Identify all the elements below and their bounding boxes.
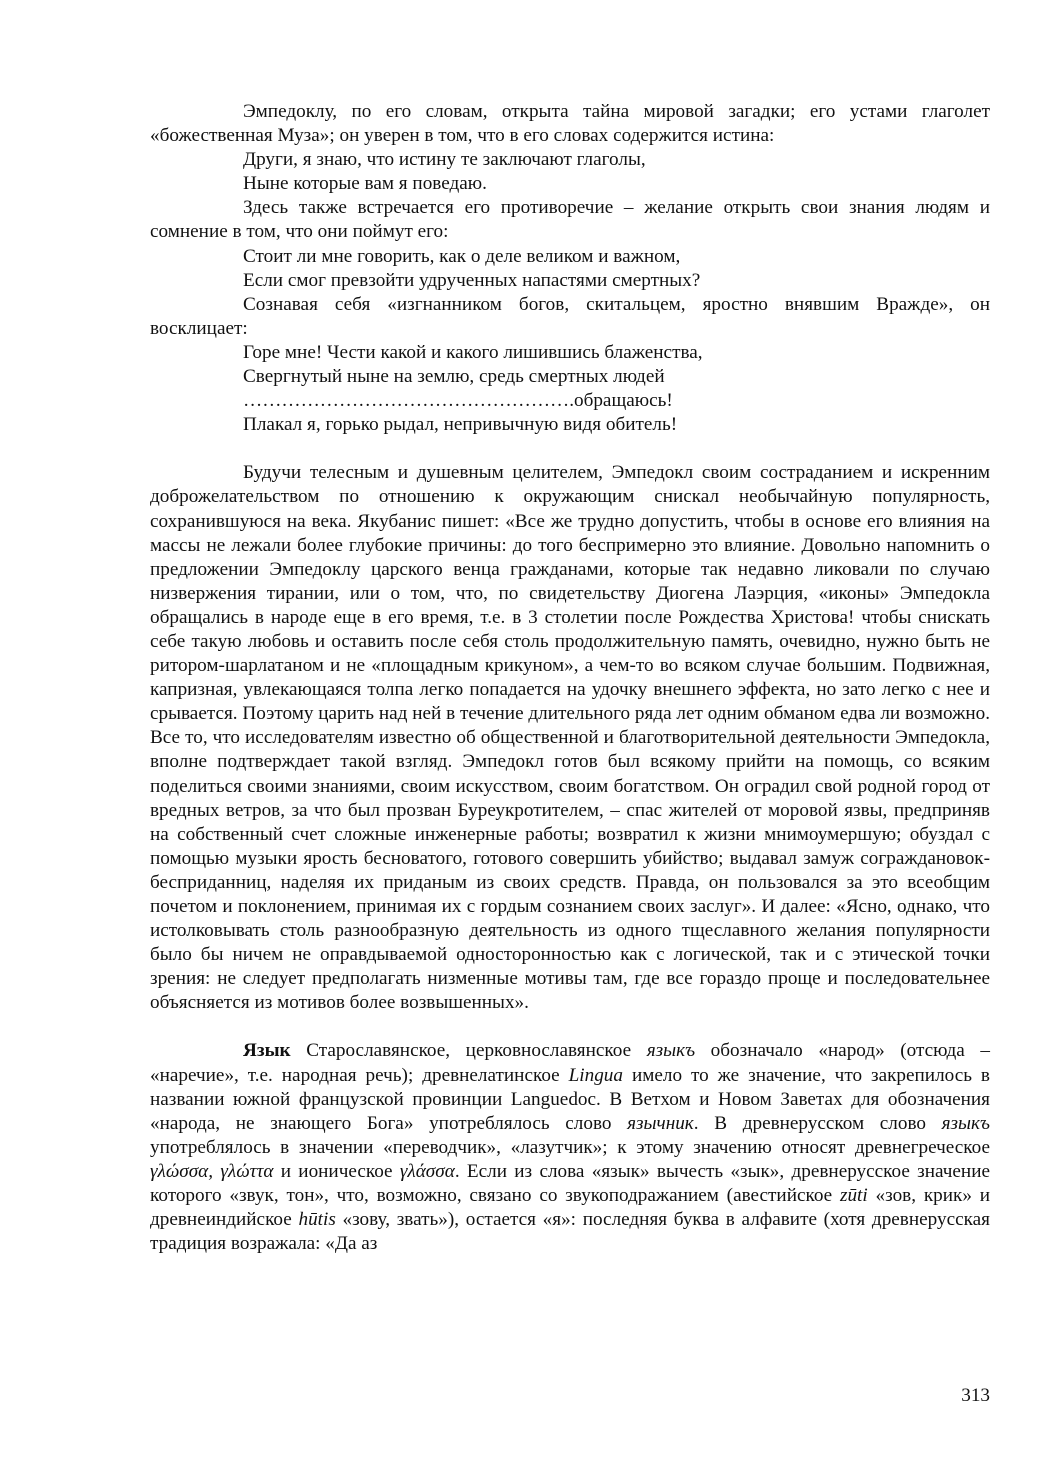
verse-line: Ныне которые вам я поведаю. bbox=[243, 173, 487, 195]
entry-italic: γλώσσα, γλώττα bbox=[150, 1160, 274, 1182]
verse-line: Если смог превзойти удрученных напастями смертных? bbox=[243, 269, 701, 291]
entry-text: «зов, крик» и древнеиндийское bbox=[150, 1185, 990, 1231]
entry-text: . В древнерусском слово bbox=[693, 1112, 942, 1134]
quote-block bbox=[150, 100, 990, 437]
entry-text: Старославянское, церковнославянское bbox=[290, 1040, 647, 1062]
entry-text: «зову, звать»), остается «я»: последняя буква в алфавите (хотя древнерусская традиция возражала: «Да аз bbox=[150, 1209, 990, 1255]
verse-line: Горе мне! Чести какой и какого лишившись блаженства, bbox=[243, 341, 703, 363]
entry-text: обозначало «народ» (отсюда – «наречие», т.е. народная речь); древнелатинское bbox=[150, 1040, 990, 1086]
entry-italic: zūti bbox=[839, 1185, 868, 1207]
entry-text: . Если из слова «язык» вычесть «зык», древнерусское значение которого «звук, тон», что, возможно, связано со звукоподражанием (авестийское bbox=[150, 1160, 990, 1207]
paragraph-empedocles: Будучи телесным и душевным целителем, Эмпедокл своим состраданием и искренним доброжелательством по отношению к окружающим снискал необычайную популярность, сохранившуюся на века. Якубанис пишет: «Все же трудно допустить, чтобы в основе его влияния на массы не лежали более глубокие причины: до того беспримерно это влияние. Довольно напомнить о предложении Эмпедоклу царского венца гражданами, которые так недавно ликовали по случаю низвержения тирании, или о том, что, по свидетельству Диогена Лаэрция, «иконы» Эмпедокла обращались в народе еще в его время, т.е. в 3 столетии после Рождества Христова! чтобы снискать себе такую любовь и оставить после себя столь продолжительную память, очевидно, нужно быть не ритором-шарлатаном и не «площадным крикуном», а чем-то во всяком случае большим. Подвижная, капризная, увлекающаяся толпа легко попадается на удочку внешнего эффекта, но зато легко с нее и срывается. Поэтому царить над ней в течение длительного ряда лет одним обманом едва ли возможно. Все то, что исследователям известно об общественной и благотворительной деятельности Эмпедокла, вполне подтверждает такой взгляд. Эмпедокл готов был всякому прийти на помощь, со всяким поделиться своими знаниями, своим искусством, своим богатством. Он оградил свой родной город от вредных ветров, за что был прозван Буреукротителем, – спас жителей от моровой язвы, предприняв на собственный счет сложные инженерные работы; возвратил к жизни мнимоумершую; обуздал с помощью музыки ярость бесноватого, готового совершить убийство; выдавал замуж сограждановок-бесприданниц, наделяя их приданым из своих средств. Правда, он пользовался за это всеобщим почетом и поклонением, принимая их с гордым сознанием своих заслуг». И далее: «Ясно, однако, что истолковывать столь разнообразную деятельность из одного тщеславного желания популярности было бы ничем не оправдываемой односторонностью как с логической, так и с этической точки зрения: не следует предполагать низменные мотивы там, где все гораздо проще и последовательнее объясняется из мотивов более возвышенных». bbox=[150, 462, 990, 1014]
entry-italic: языкъ bbox=[646, 1040, 696, 1062]
dictionary-entry-yazyk bbox=[150, 1039, 990, 1256]
page-body bbox=[150, 100, 990, 1256]
entry-text: имело то же значение, что закрепилось в названии южной французской провинции Languedoc. В Ветхом и Новом Заветах для обозначения «народа, не знающего Бога» употреблялось слово bbox=[150, 1064, 990, 1134]
entry-italic: γλάσσα bbox=[399, 1160, 455, 1182]
verse-line: Стоит ли мне говорить, как о деле великом и важном, bbox=[243, 245, 681, 267]
paragraph-gap bbox=[150, 1015, 990, 1039]
entry-italic: язычник bbox=[627, 1112, 694, 1134]
entry-text: и ионическое bbox=[273, 1160, 400, 1182]
page-number: 313 bbox=[961, 1385, 990, 1406]
paragraph: Сознавая себя «изгнанником богов, скитальцем, яростно внявшим Вражде», он восклицает: bbox=[150, 293, 990, 339]
paragraph-gap bbox=[150, 437, 990, 461]
entry-italic: языкъ bbox=[941, 1112, 990, 1134]
entry-term: Язык bbox=[243, 1040, 291, 1062]
verse-line: Плакал я, горько рыдал, непривычную видя обитель! bbox=[243, 414, 678, 436]
verse-line: Свергнутый ныне на землю, средь смертных людей bbox=[243, 366, 665, 388]
paragraph: Здесь также встречается его противоречие – желание открыть свои знания людям и сомнение в том, что они поймут его: bbox=[150, 197, 990, 243]
verse-line: Други, я знаю, что истину те заключают глаголы, bbox=[243, 149, 646, 171]
verse-line: …………………………………………….обращаюсь! bbox=[243, 390, 673, 412]
entry-italic: hūtis bbox=[298, 1209, 336, 1231]
entry-text: употреблялось в значении «переводчик», «лазутчик»; к этому значению относят древнегреческое bbox=[150, 1136, 990, 1158]
entry-italic: Lingua bbox=[568, 1064, 623, 1086]
paragraph: Эмпедоклу, по его словам, открыта тайна мировой загадки; его устами глаголет «божественная Муза»; он уверен в том, что в его словах содержится истина: bbox=[150, 101, 990, 147]
